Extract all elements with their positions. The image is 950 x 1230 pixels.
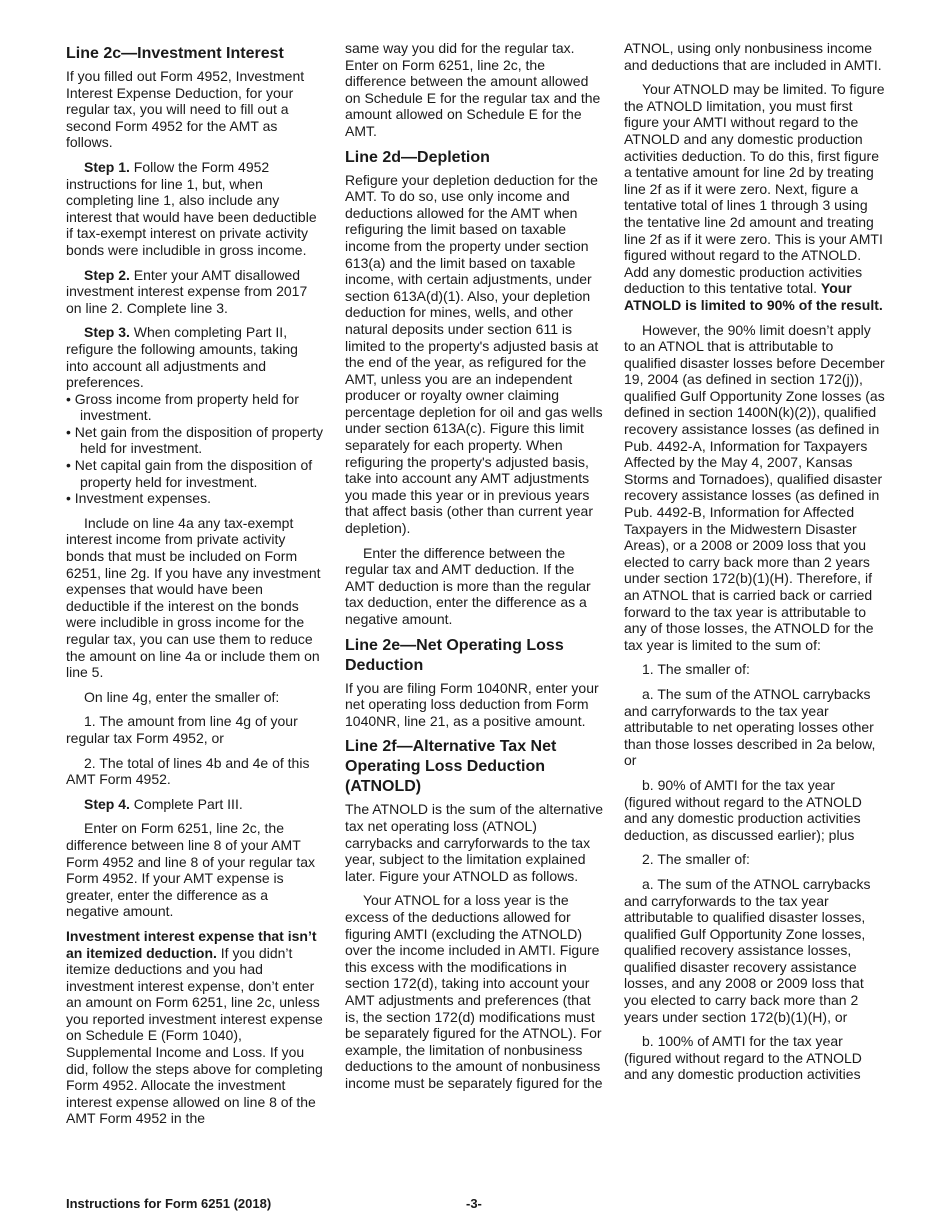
- list-item-2b: b. 100% of AMTI for the tax year (figured without regard to the ATNOLD and any domestic production activities: [624, 1033, 862, 1083]
- para-line-4g: On line 4g, enter the smaller of:: [84, 688, 280, 705]
- footer-title: Instructions for Form 6251 (2018): [66, 1196, 272, 1211]
- bullet-item: • Investment expenses.: [66, 490, 211, 507]
- not-itemized-text: If you didn’t itemize deductions and you had investment interest expense, don’t enter an amount on Form 6251, line 2c, unless you reported investment interest expense on Schedule E (Form 1040), Supplemental Income and Loss. If you did, follow the steps above for completing Form 4952. Allocate the investment interest expense allowed on line 8 of the AMT Form 4952 in the: [66, 944, 323, 1127]
- para-not-itemized: [66, 928, 324, 1127]
- para-include: Include on line 4a any tax-exempt interest income from private activity bonds that must be included on Form 6251, line 2g. If you have any investment expenses that would have been deductible if the interest on the bonds were includible in gross income for the regular tax, you can use them to reduce the amount on line 4a or include them on line 5.: [66, 514, 321, 681]
- not-itemized-label: Investment interest expense that isn’t an itemized deduction.: [66, 927, 317, 961]
- step-1-label: Step 1.: [84, 158, 130, 175]
- para-line-4g-item-2: 2. The total of lines 4b and 4e of this AMT Form 4952.: [66, 754, 310, 788]
- para-atnold-2: Your ATNOL for a loss year is the excess of the deductions allowed for figuring AMTI (excluding the ATNOLD) over the income included in AMTI. Figure this excess with the modifications in section 172(d), taking into account your AMT adjustments and preferences (that is, the section 172(d) modifications must be separately figured for the ATNOL). For example, the limitation of nonbusiness deductions to the amount of nonbusiness income must be separately figured for the: [345, 892, 603, 1091]
- bullet-item: • Net capital gain from the disposition of property held for investment.: [66, 457, 313, 490]
- para-intro: If you filled out Form 4952, Investment Interest Expense Deduction, for your regular tax, you will need to fill out a second Form 4952 for the AMT as follows.: [66, 68, 305, 151]
- bullet-item: • Gross income from property held for investment.: [66, 390, 299, 424]
- list-item-1: 1. The smaller of:: [642, 661, 750, 678]
- heading-line-2d: Line 2d—Depletion: [345, 148, 490, 166]
- column-left: [66, 40, 324, 1135]
- step-3-text: When completing Part II, refigure the following amounts, taking into account all adjustments and preferences.: [66, 324, 298, 391]
- step-3-label: Step 3.: [84, 324, 130, 341]
- column-middle: [345, 40, 604, 1099]
- step-4-label: Step 4.: [84, 795, 130, 812]
- heading-line-2c: Line 2c—Investment Interest: [66, 45, 284, 62]
- step-2-label: Step 2.: [84, 266, 130, 283]
- column-right: [624, 40, 886, 1091]
- para-step-1: [66, 159, 324, 259]
- para-depletion-2: Enter the difference between the regular tax and AMT deduction. If the AMT deduction is more than the regular tax deduction, enter the difference as a negative amount.: [345, 544, 591, 627]
- step-1-text: Follow the Form 4952 instructions for line 1, but, when completing line 1, also include any interest that would have been deductible if tax-exempt interest on private activity bonds were includible in gross income.: [66, 158, 317, 258]
- heading-line-2f: Line 2f—Alternative Tax Net Operating Loss Deduction (ATNOLD): [345, 738, 557, 796]
- list-item-2a: a. The sum of the ATNOL carrybacks and carryforwards to the tax year attributable to qualified disaster losses, qualified Gulf Opportunity Zone losses, qualified recovery assistance losses, qualified disaster recovery assistance losses, and any 2008 or 2009 loss that you elected to carry back more than 2 years under section 172(b)(1)(H), or: [624, 875, 871, 1025]
- para-step-2: [66, 267, 324, 317]
- para-depletion-1: Refigure your depletion deduction for the AMT. To do so, use only income and deductions allowed for the AMT when refiguring the limit based on taxable income from the property under section 613(a) and the limit based on taxable income, with certain adjustments, under section 613A(d)(1). Also, your depletion deduction for mines, wells, and other natural deposits under section 611 is limited to the property's adjusted basis at the end of the year, as refigured for the AMT, unless you are an independent producer or royalty owner claiming percentage depletion for oil and gas wells under section 613A(c). Figure this limit separately for each property. When refiguring the property's adjusted basis, take into account any AMT adjustments you made this year or in previous years that affect basis (other than current year depletion).: [345, 171, 603, 537]
- heading-line-2e: Line 2e—Net Operating Loss Deduction: [345, 636, 564, 674]
- para-however: However, the 90% limit doesn’t apply to an ATNOL that is attributable to qualified disaster losses before December 19, 2004 (as defined in section 172(j)), qualified Gulf Opportunity Zone losses (as defined in section 1400N(k)(2)), qualified recovery assistance losses (as defined in Pub. 4492-A, Information for Taxpayers Affected by the May 4, 2007, Kansas Storms and Tornadoes), qualified disaster recovery assistance losses (as defined in Pub. 4492-B, Information for Affected Taxpayers in the Midwestern Disaster Areas), or a 2008 or 2009 loss that you elected to carry back more than 2 years under section 172(b)(1)(H). Therefore, if an ATNOL that is carried back or carried forward to the tax year is attributable to any of those losses, the ATNOLD for the tax year is limited to the sum of:: [624, 321, 885, 653]
- atnold-limit-bold: Your ATNOLD is limited to 90% of the result.: [624, 280, 883, 313]
- para-line-4g-item-1: 1. The amount from line 4g of your regular tax Form 4952, or: [66, 713, 298, 746]
- list-item-2: 2. The smaller of:: [642, 851, 750, 868]
- page-number: -3-: [466, 1196, 482, 1211]
- list-item-1b: b. 90% of AMTI for the tax year (figured without regard to the ATNOLD and any domestic production activities deduction, as discussed earlier); plus: [624, 776, 862, 843]
- para-nol: If you are filing Form 1040NR, enter your net operating loss deduction from Form 1040NR, line 21, as a positive amount.: [345, 679, 599, 729]
- para-atnold-1: The ATNOLD is the sum of the alternative tax net operating loss (ATNOL) carrybacks and carryforwards to the tax year, subject to the limitation explained later. Figure your ATNOLD as follows.: [345, 801, 604, 884]
- para-continued: ATNOL, using only nonbusiness income and deductions that are included in AMTI.: [624, 40, 882, 73]
- para-step-4: [66, 796, 324, 813]
- step-4-text: Complete Part III.: [129, 795, 243, 812]
- para-step-3: [66, 324, 324, 390]
- list-item-1a: a. The sum of the ATNOL carrybacks and carryforwards to the tax year attributable to net operating losses other than those losses described in 2a below, or: [624, 685, 876, 769]
- para-continued: same way you did for the regular tax. Enter on Form 6251, line 2c, the difference between the amount allowed on Schedule E for the regular tax and the amount allowed on Schedule E for the AMT.: [345, 40, 601, 139]
- para-enter-difference: Enter on Form 6251, line 2c, the difference between line 8 of your AMT Form 4952 and line 8 of your regular tax Form 4952. If your AMT expense is greater, enter the difference as a negative amount.: [66, 820, 316, 920]
- bullet-item: • Net gain from the disposition of property held for investment.: [66, 423, 324, 457]
- step-2-text: Enter your AMT disallowed investment interest expense from 2017 on line 2. Complete line 3.: [66, 266, 308, 316]
- atnold-limit-text: Your ATNOLD may be limited. To figure the ATNOLD limitation, you must first figure your AMTI without regard to the ATNOLD and any domestic production activities deduction. To do this, first figure a tentative amount for line 2d by treating line 2f as if it were zero. Next, figure a tentative total of lines 1 through 3 using the tentative line 2d amount and treating line 2f as if it were zero. This is your AMTI figured without regard to the ATNOLD. Add any domestic production activities deduction to this tentative total.: [624, 81, 885, 297]
- para-atnold-limit: [624, 81, 886, 313]
